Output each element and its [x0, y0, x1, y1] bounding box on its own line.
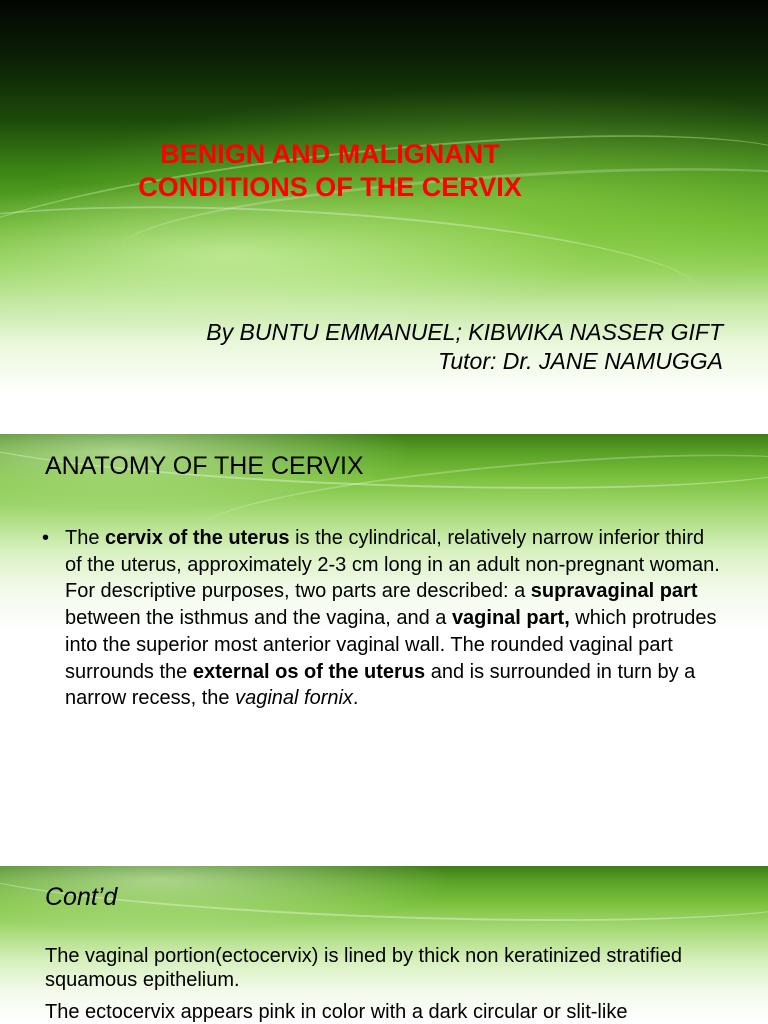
text-run: and is surrounded in turn by a narrow recess, the — [65, 660, 696, 710]
text-run: between the isthmus and the vagina, and a — [65, 607, 452, 630]
slide-heading: ANATOMY OF THE CERVIX — [45, 452, 364, 480]
slide-heading: Cont’d — [45, 883, 118, 911]
bold-text-run: vaginal part, — [451, 607, 570, 630]
body-paragraph: The vaginal portion(ectocervix) is lined by thick non keratinized stratified squamous epithelium. — [45, 945, 682, 991]
bold-text-run: cervix of the uterus — [105, 527, 290, 549]
anatomy-slide — [0, 434, 768, 844]
bold-text-run: external os of the uterus — [192, 660, 426, 683]
title-slide — [0, 0, 768, 410]
bullet-paragraph — [65, 525, 722, 712]
title-line-1: BENIGN AND MALIGNANT — [160, 139, 500, 169]
bold-text-run: supravaginal part — [530, 580, 698, 603]
text-run: . — [352, 687, 359, 710]
text-run: The — [65, 527, 106, 549]
bullet-item — [42, 525, 722, 712]
text-run: which protrudes into the superior most anterior vaginal wall. The rounded vaginal part surrounds the — [65, 607, 717, 683]
text-run: is the cylindrical, relatively narrow inferior third of the uterus, approximately 2-3 cm long in an adult non-pregnant woman. For descriptive purposes, two parts are described: a — [65, 527, 720, 603]
title-line-2: CONDITIONS OF THE CERVIX — [138, 172, 522, 202]
authors-line: By BUNTU EMMANUEL; KIBWIKA NASSER GIFT — [206, 319, 723, 345]
body-paragraph: The ectocervix appears pink in color with a dark circular or slit-like — [45, 1001, 628, 1023]
tutor-line: Tutor: Dr. JANE NAMUGGA — [438, 348, 723, 374]
bullet-icon: • — [42, 527, 50, 549]
italic-text-run: vaginal fornix — [235, 687, 353, 710]
presentation-title — [0, 138, 660, 204]
presentation-subtitle — [206, 318, 723, 376]
contd-slide — [0, 866, 768, 1024]
